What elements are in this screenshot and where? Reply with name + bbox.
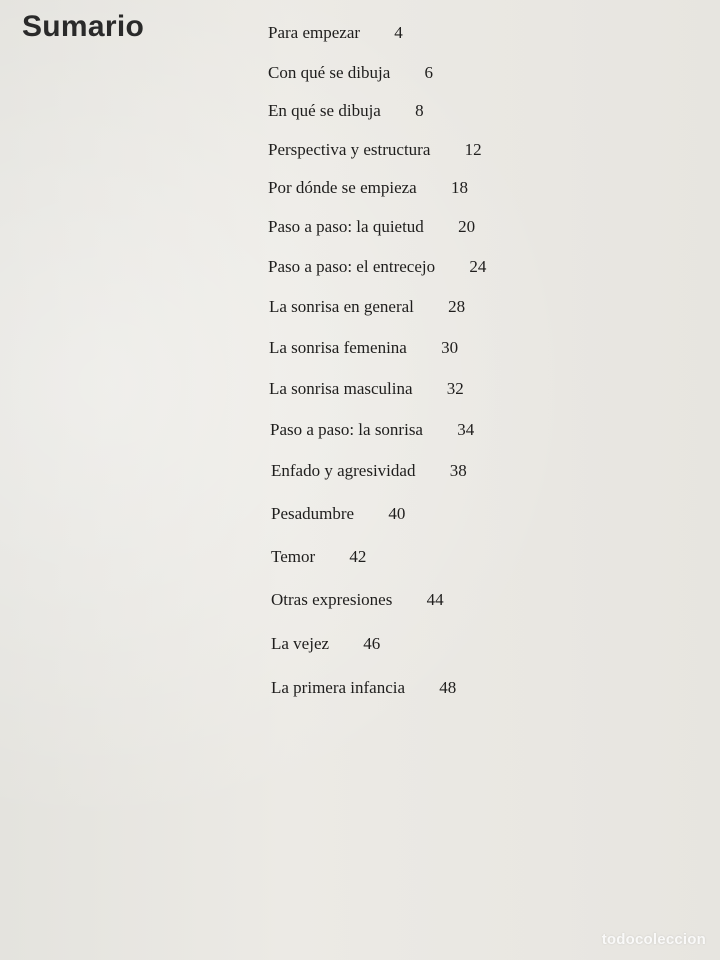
toc-entry-page: 18 (450, 178, 468, 197)
toc-entry-page: 42 (349, 547, 367, 566)
toc-entry (270, 420, 474, 440)
toc-entry-label: La vejez (271, 634, 330, 653)
toc-entry-page: 12 (464, 140, 482, 159)
toc-entry-page: 20 (458, 217, 476, 236)
toc-entry-label: Otras expresiones (271, 590, 393, 609)
toc-entry (269, 379, 464, 399)
toc-entry (268, 178, 468, 198)
toc-entry-label: La sonrisa femenina (269, 338, 407, 357)
toc-entry (268, 257, 486, 277)
page-title: Sumario (22, 10, 145, 43)
toc-entry-label: Paso a paso: el entrecejo (268, 257, 436, 276)
toc-entry-label: La sonrisa masculina (269, 379, 413, 398)
toc-entry-label: La primera infancia (271, 678, 406, 697)
toc-entry-page: 32 (446, 379, 464, 398)
toc-entry (271, 634, 380, 654)
toc-entry (271, 547, 366, 567)
toc-entry-label: Paso a paso: la sonrisa (270, 420, 423, 439)
toc-entry-label: Pesadumbre (271, 504, 355, 523)
toc-entry-page: 34 (457, 420, 475, 439)
toc-entry-label: Perspectiva y estructura (268, 140, 431, 159)
toc-entry-label: Con qué se dibuja (268, 63, 391, 82)
toc-entry-page: 44 (426, 590, 444, 609)
toc-entry-page: 24 (469, 257, 487, 276)
toc-entry-label: La sonrisa en general (269, 297, 414, 316)
toc-entry-page: 48 (439, 678, 457, 697)
toc-entry-page: 4 (394, 23, 403, 42)
toc-entry (271, 590, 444, 610)
toc-entry-label: En qué se dibuja (268, 101, 381, 120)
toc-entry-page: 40 (388, 504, 406, 523)
toc-entry (271, 504, 405, 524)
toc-entry (268, 140, 482, 160)
toc-entry (268, 23, 403, 43)
toc-entry-page: 6 (424, 63, 434, 82)
toc-entry (268, 217, 475, 237)
toc-entry (271, 678, 456, 698)
toc-entry-page: 30 (441, 338, 459, 357)
toc-entry (269, 338, 458, 358)
watermark: todocoleccion (601, 931, 706, 948)
toc-entry-label: Paso a paso: la quietud (268, 217, 424, 236)
toc-entry-page: 28 (448, 297, 466, 316)
toc-entry-page: 8 (415, 101, 424, 120)
toc-entry-label: Enfado y agresividad (271, 461, 416, 480)
toc-entry (271, 461, 467, 481)
toc-entry-label: Temor (271, 547, 316, 566)
toc-entry (268, 101, 424, 121)
toc-entry-label: Para empezar (268, 23, 361, 42)
toc-entry-page: 46 (363, 634, 381, 653)
toc-entry (269, 297, 465, 317)
toc-entry-page: 38 (449, 461, 467, 480)
toc-entry-label: Por dónde se empieza (268, 178, 417, 197)
toc-entry (268, 63, 433, 83)
